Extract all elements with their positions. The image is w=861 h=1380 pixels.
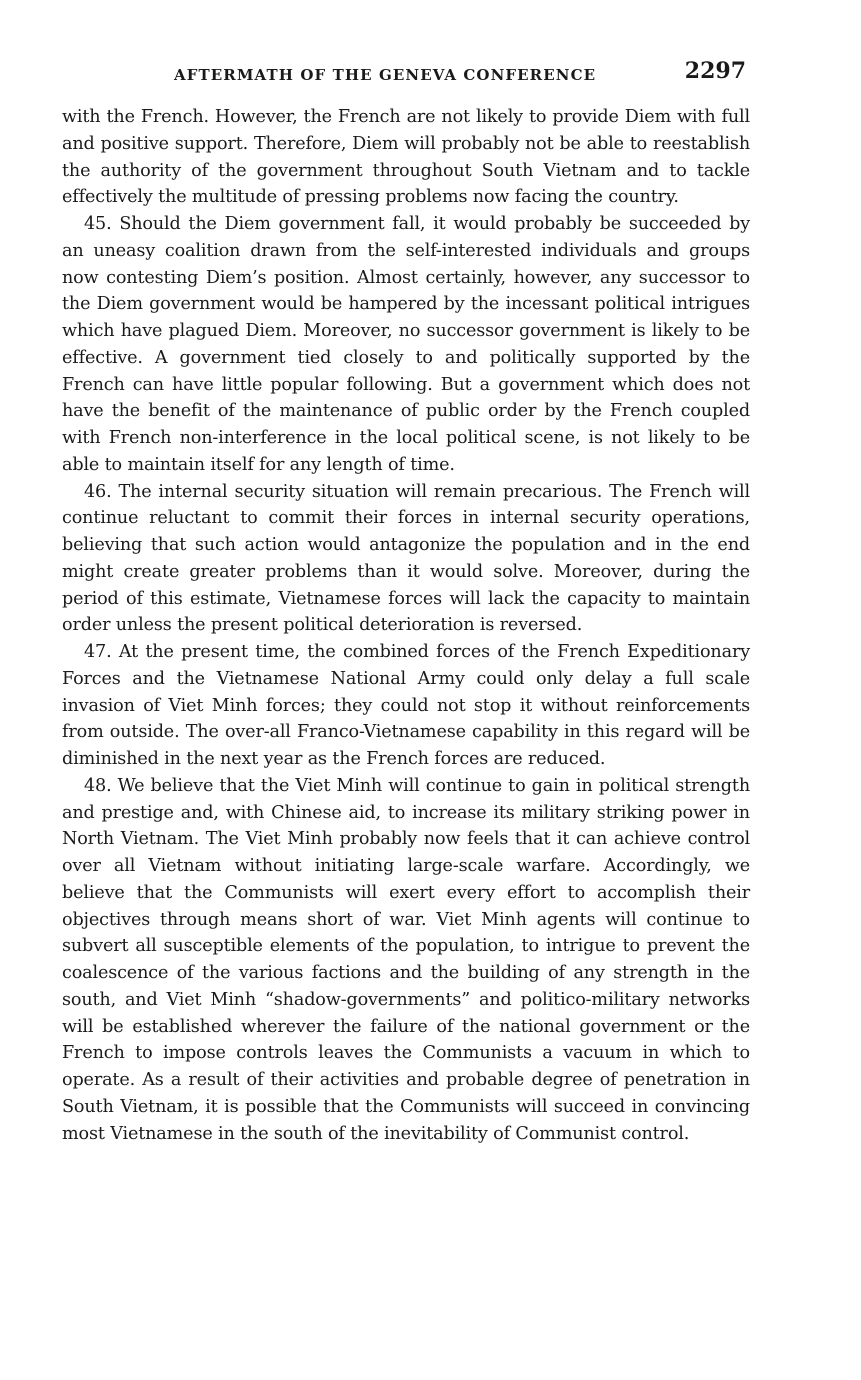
page-number: 2297 bbox=[684, 58, 746, 84]
paragraph-continued: with the French. However, the French are not likely to provide Diem with full and positive support. Therefore, Diem will probably not be able to reestablish the authority of the government throughout South Vietnam and to tackle effectively the multitude of pressing problems now facing the country. bbox=[62, 107, 750, 208]
paragraph-46: 46. The internal security situation will remain precarious. The French will continue reluctant to commit their forces in internal security operations, believing that such action would antagonize the population and in the end might create greater problems than it would solve. Moreover, during the period of this estimate, Vietnamese forces will lack the capacity to maintain order unless the present political deterioration is reversed. bbox=[62, 481, 750, 636]
paragraph-45: 45. Should the Diem government fall, it would probably be succeeded by an uneasy coalition drawn from the self-interested individuals and groups now contesting Diem’s position. Almost certainly, however, any successor to the Diem government would be hampered by the incessant political intrigues which have plagued Diem. Moreover, no successor government is likely to be effective. A government tied closely to and politically supported by the French can have little popular following. But a government which does not have the benefit of the maintenance of public order by the French coupled with French non-interference in the local political scene, is not likely to be able to maintain itself for any length of time. bbox=[62, 214, 750, 475]
paragraph-48: 48. We believe that the Viet Minh will continue to gain in political strength and prestige and, with Chinese aid, to increase its military striking power in North Vietnam. The Viet Minh probably now feels that it can achieve control over all Vietnam without initiating large-scale warfare. Accordingly, we believe that the Communists will exert every effort to accomplish their objectives through means short of war. Viet Minh agents will continue to subvert all susceptible elements of the population, to intrigue to prevent the coalescence of the various factions and the building of any strength in the south, and Viet Minh “shadow-governments” and politico-military networks will be established wherever the failure of the national government or the French to impose controls leaves the Communists a vacuum in which to operate. As a result of their activities and probable degree of penetration in South Vietnam, it is possible that the Communists will succeed in convincing most Vietnamese in the south of the inevitability of Communist control. bbox=[62, 775, 750, 1144]
body-text bbox=[62, 104, 750, 1147]
paragraph-47: 47. At the present time, the combined forces of the French Expeditionary Forces and the Vietnamese National Army could only delay a full scale invasion of Viet Minh forces; they could not stop it without reinforcements from outside. The over-all Franco-Vietnamese capability in this regard will be diminished in the next year as the French forces are reduced. bbox=[62, 642, 750, 769]
running-head: AFTERMATH OF THE GENEVA CONFERENCE bbox=[174, 66, 597, 84]
page-header bbox=[62, 58, 752, 90]
